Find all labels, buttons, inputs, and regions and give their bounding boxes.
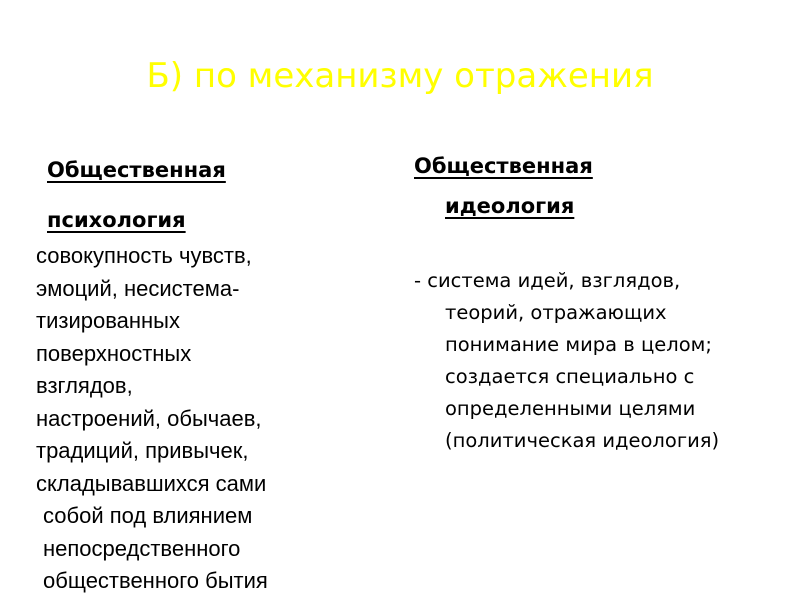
right-heading-line-1: Общественная <box>414 154 593 178</box>
left-body-text <box>36 240 366 598</box>
right-body-line: определенными целями <box>445 397 696 420</box>
left-body-line: складывавшихся сами <box>36 470 267 496</box>
right-body-line: (политическая идеология) <box>445 429 720 452</box>
left-body-line: поверхностных <box>36 340 192 366</box>
right-body-line: - система идей, взглядов, <box>414 269 681 292</box>
right-heading <box>414 146 774 226</box>
left-body-line: собой под влиянием <box>43 503 253 528</box>
left-body-line: непосредственного <box>43 535 241 561</box>
left-body-line: общественного бытия <box>43 568 268 593</box>
left-heading-line-1: Общественная <box>47 158 226 182</box>
slide-title: Б) по механизму отражения <box>146 56 654 96</box>
right-body-line: теорий, отражающих <box>445 301 667 324</box>
right-heading-line-2: идеология <box>445 194 575 218</box>
left-body-line: тизированных <box>36 308 180 333</box>
left-body-line: эмоций, несистема- <box>36 275 240 301</box>
left-body-line: настроений, обычаев, <box>36 405 262 431</box>
left-body-line: взглядов, <box>36 373 133 398</box>
right-body-line: понимание мира в целом; <box>445 333 712 356</box>
left-body-line: совокупность чувств, <box>36 243 252 268</box>
left-heading-line-2: психология <box>47 208 186 232</box>
left-heading <box>47 145 347 245</box>
right-body-text <box>414 265 784 457</box>
left-body-line: традиций, привычек, <box>36 438 249 463</box>
right-body-line: создается специально с <box>445 365 695 388</box>
